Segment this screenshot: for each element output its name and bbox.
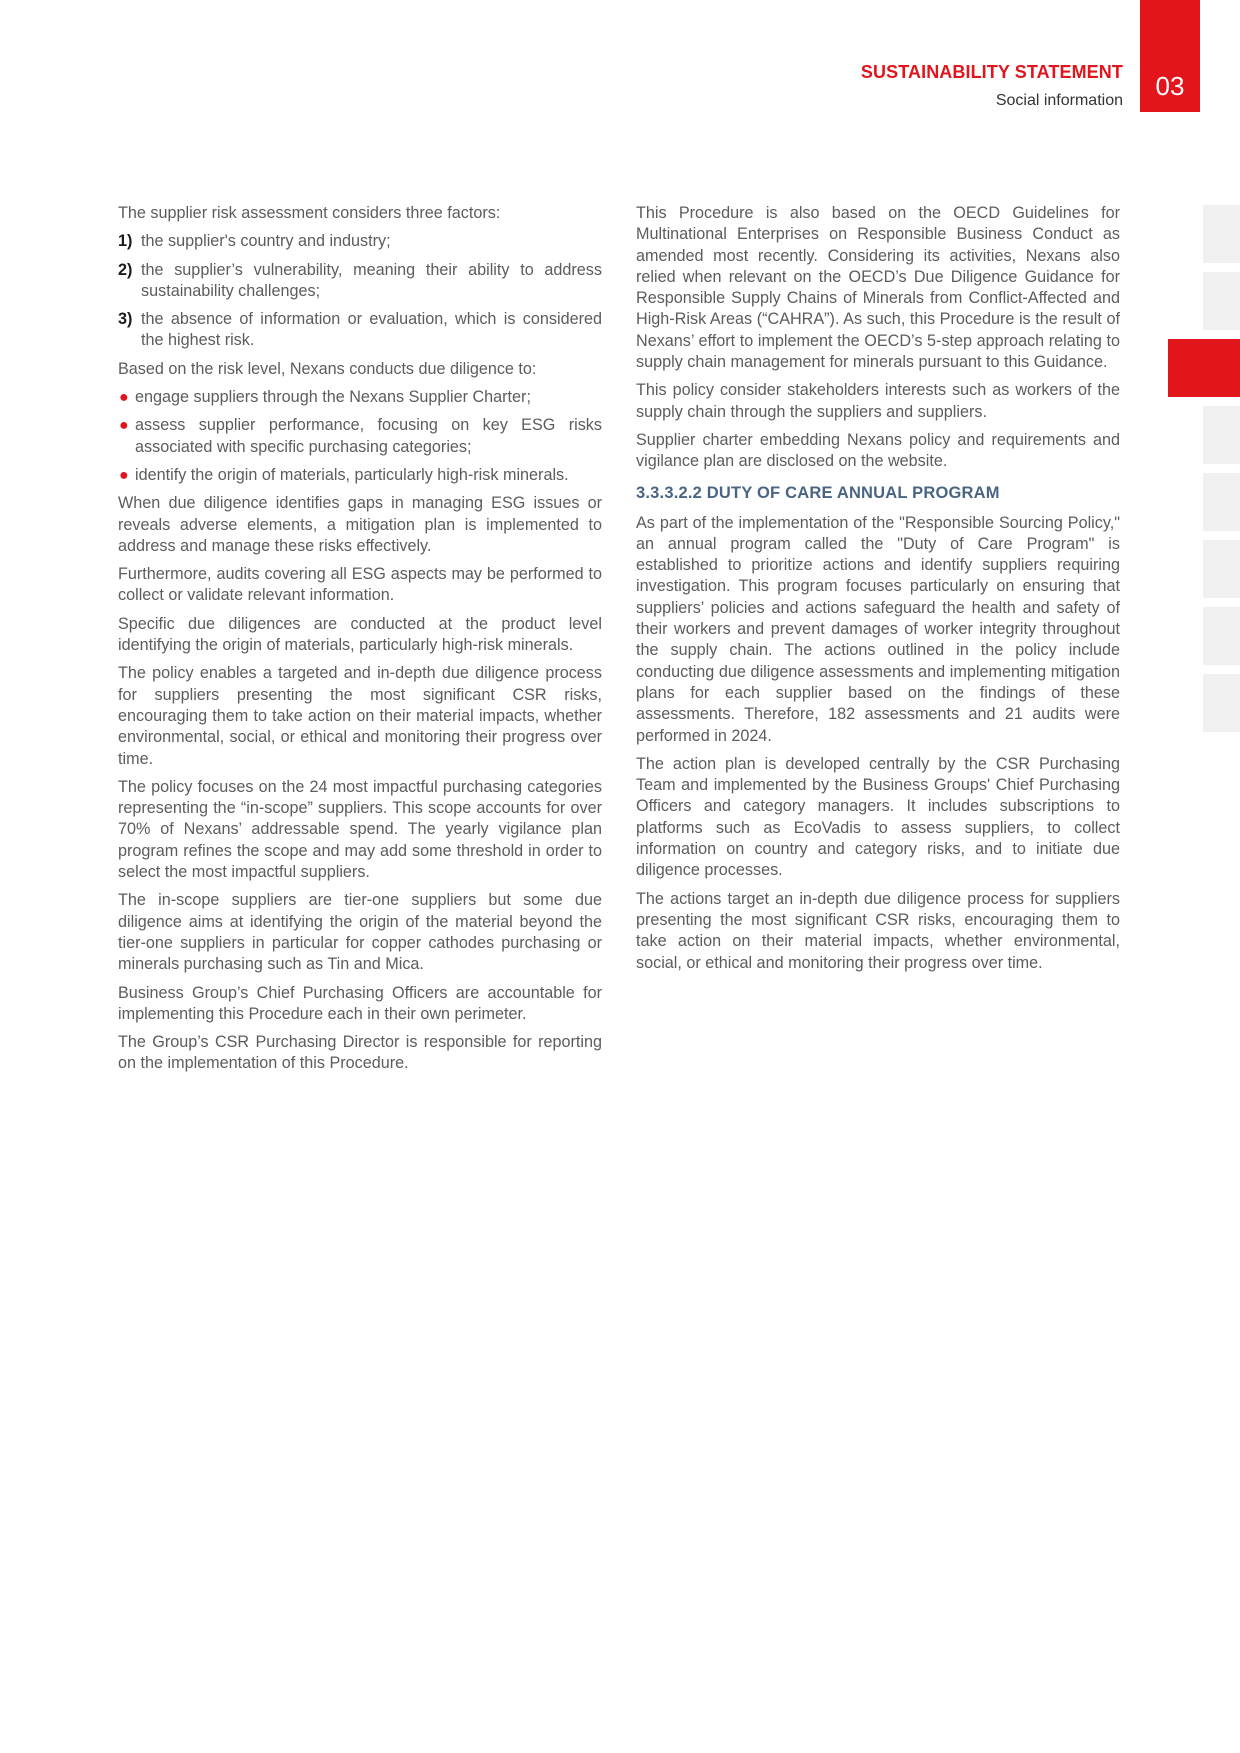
paragraph: The policy enables a targeted and in-depth due diligence process for suppliers presenting the most significant CSR risks, encouraging them to take action on their material impacts, whether environmental, social, or ethical and monitoring their progress over time. — [118, 664, 602, 768]
page-header — [0, 0, 1240, 120]
paragraph: The actions target an in-depth due diligence process for suppliers presenting the most significant CSR risks, encouraging them to take action on their material impacts, whether environmental, social, or ethical and monitoring their progress over time. — [636, 889, 1120, 972]
risk-factors-list — [118, 231, 602, 351]
list-item — [118, 465, 602, 486]
paragraph: This Procedure is also based on the OECD Guidelines for Multinational Enterprises on Responsible Business Conduct as amended most recently. Considering its activities, Nexans also relied when relevant on the OECD’s Due Diligence Guidance for Responsible Supply Chains of Minerals from Conflict-Affected and High-Risk Areas (“CAHRA”). As such, this Procedure is the result of Nexans’ effort to implement the OECD’s 5-step approach relating to supply chain management for minerals pursuant to this Guidance. — [636, 204, 1120, 372]
paragraph: Supplier charter embedding Nexans policy and requirements and vigilance plan are disclosed on the website. — [636, 430, 1120, 471]
paragraph: Furthermore, audits covering all ESG aspects may be performed to collect or validate relevant information. — [118, 565, 602, 605]
right-column — [636, 203, 1120, 981]
list-item — [118, 260, 602, 303]
side-tab-7[interactable] — [1203, 607, 1240, 665]
paragraph: Specific due diligences are conducted at the product level identifying the origin of materials, particularly high-risk minerals. — [118, 614, 602, 655]
list-text: the absence of information or evaluation, which is considered the highest risk. — [141, 310, 602, 350]
document-title: SUSTAINABILITY STATEMENT — [860, 62, 1123, 82]
side-tab-3-active[interactable] — [1168, 339, 1240, 397]
list-text: identify the origin of materials, particularly high-risk minerals. — [135, 465, 569, 484]
paragraph: The action plan is developed centrally by the CSR Purchasing Team and implemented by the Business Groups' Chief Purchasing Officers and category managers. It includes subscriptions to platforms such as EcoVadis to assess suppliers, to collect information on country and category risks, and to initiate due diligence processes. — [636, 754, 1120, 880]
list-item — [118, 231, 602, 252]
bullet-icon: ● — [119, 466, 129, 484]
paragraph: When due diligence identifies gaps in managing ESG issues or reveals adverse elements, a mitigation plan is implemented to address and manage these risks effectively. — [118, 494, 602, 555]
paragraph: The policy focuses on the 24 most impactful purchasing categories representing the “in-scope” suppliers. This scope accounts for over 70% of Nexans’ addressable spend. The yearly vigilance plan program refines the scope and may add some threshold in order to select the most impactful suppliers. — [118, 777, 602, 882]
side-tab-4[interactable] — [1203, 406, 1240, 464]
risk-assessment-intro: The supplier risk assessment considers three factors: — [118, 204, 501, 222]
list-text: engage suppliers through the Nexans Supplier Charter; — [135, 388, 531, 407]
paragraph: This policy consider stakeholders interests such as workers of the supply chain through the suppliers and suppliers. — [636, 381, 1120, 421]
paragraph: As part of the implementation of the "Responsible Sourcing Policy," an annual program called the "Duty of Care Program" is established to prioritize actions and identify suppliers requiring investigation. This program focuses particularly on ensuring that suppliers’ policies and actions safeguard the health and safety of their workers and prevent damages of worker integrity throughout the supply chain. The actions outlined in the policy include conducting due diligence assessments and implementing mitigation plans for each supplier based on the findings of these assessments. Therefore, 182 assessments and 21 audits were performed in 2024. — [636, 513, 1120, 745]
paragraph: The Group’s CSR Purchasing Director is responsible for reporting on the implementation of this Procedure. — [118, 1033, 602, 1073]
list-text: assess supplier performance, focusing on key ESG risks associated with specific purchasing categories; — [135, 416, 602, 456]
due-diligence-list — [118, 387, 602, 486]
side-tab-6[interactable] — [1203, 540, 1240, 598]
bullet-icon: ● — [119, 417, 129, 435]
bullet-icon: ● — [119, 389, 129, 407]
left-column — [118, 203, 602, 1082]
side-tab-2[interactable] — [1203, 272, 1240, 330]
chapter-tab[interactable] — [1140, 0, 1200, 112]
list-number: 2) — [118, 260, 133, 279]
due-diligence-intro: Based on the risk level, Nexans conducts due diligence to: — [118, 359, 537, 378]
paragraph: The in-scope suppliers are tier-one suppliers but some due diligence aims at identifying the origin of the material beyond the tier-one suppliers in particular for copper cathodes purchasing or minerals purchasing such as Tin and Mica. — [118, 891, 602, 974]
paragraph: Business Group’s Chief Purchasing Officers are accountable for implementing this Procedure each in their own perimeter. — [118, 983, 602, 1023]
list-text: the supplier’s vulnerability, meaning their ability to address sustainability challenges; — [141, 260, 602, 300]
section-heading: 3.3.3.2.2 DUTY OF CARE ANNUAL PROGRAM — [636, 483, 1000, 502]
list-number: 1) — [118, 232, 133, 251]
list-number: 3) — [118, 310, 133, 329]
side-tab-1[interactable] — [1203, 205, 1240, 263]
side-tab-8[interactable] — [1203, 674, 1240, 732]
side-tab-5[interactable] — [1203, 473, 1240, 531]
list-text: the supplier's country and industry; — [141, 232, 391, 251]
list-item — [118, 415, 602, 458]
list-item — [118, 309, 602, 352]
chapter-number: 03 — [1155, 71, 1185, 101]
side-navigation-tabs — [1203, 205, 1240, 741]
section-subtitle: Social information — [995, 92, 1123, 109]
list-item — [118, 387, 602, 408]
